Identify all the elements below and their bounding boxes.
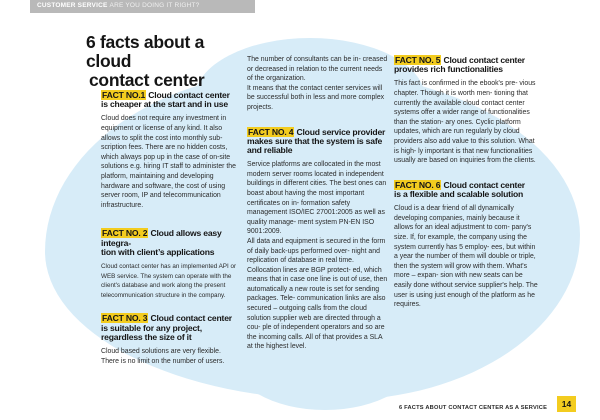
header-section: CUSTOMER SERVICE: [37, 2, 108, 9]
page-number: 14: [557, 396, 576, 412]
fact-heading-first: Cloud allows easy integra-: [101, 228, 222, 248]
fact-heading-rest: is a flexible and scalable solution: [394, 188, 524, 199]
intro-paragraph: It means that the contact center services will be successful both in less and more complex projects.: [247, 84, 385, 111]
fact-heading-rest: provides rich functionalities: [394, 64, 503, 75]
fact-heading: [394, 56, 538, 74]
fact-paragraph: Cloud does not require any investment in equipment or license of any kind. It also allows to split the cost into monthly sub- scription fees. There are no hidden costs, which always pop up in the case of on-site solutions e.g. hiring IT staff to administer the platform, maintaining and developing hardware and software, the cost of using server room, IP and telecommunication infrastructure.: [101, 115, 236, 209]
fact-heading: [247, 128, 389, 156]
fact-heading-first: Cloud contact center: [441, 55, 525, 65]
header-subtitle: ARE YOU DOING IT RIGHT?: [109, 2, 200, 9]
fact-heading-rest: makes sure that the system is safe and reliable: [247, 135, 383, 155]
fact-heading-first: Cloud contact center: [441, 179, 525, 190]
fact-tag: FACT NO. 6: [395, 179, 441, 190]
fact-heading: [101, 229, 239, 257]
column-3: [394, 56, 538, 310]
fact-paragraph: Service platforms are collocated in the most modern server rooms located in independent buildings in different cities. The best ones can boast about having the most important certificates on in- formation safety management ISO/IEC 27001:2005 as well as quality manage- ment system PN-EN ISO 9001:2009.: [247, 161, 387, 236]
header-section-label: [37, 2, 200, 9]
fact-6: [394, 181, 538, 310]
fact-2: [101, 229, 239, 300]
fact-paragraph: Cloud is a dear friend of all dynamically developing companies, mainly because it allows for an ideal adjustment to com- pany's size. If, for example, the company using the system currently has 5 employ- ees, but within a year the number of them will double or triple, then the system will grow with them. What's more – expan- sion with new seats can be easily done without service supplier's help. The user is using just enough of the platform as he requires.: [394, 205, 538, 309]
footer-text: 6 FACTS ABOUT CONTACT CENTER AS A SERVICE: [399, 405, 548, 411]
fact-heading-rest: is suitable for any project, regardless the size of it: [101, 322, 202, 342]
column-1: [101, 91, 239, 366]
fact-heading: [101, 314, 239, 342]
fact-paragraph: Cloud based solutions are very flexible. There is no limit on the number of users.: [101, 347, 225, 365]
fact-tag: FACT NO. 5: [395, 55, 441, 65]
page-title: [86, 33, 246, 90]
fact-heading-first: Cloud contact center: [148, 313, 232, 324]
fact-heading: [101, 91, 239, 109]
fact-1: [101, 91, 239, 210]
fact-paragraph: Cloud contact center has an implemented API or WEB service. The system can operate with the client's database and work along the present telecommunication structure in the company.: [101, 262, 237, 299]
fact-paragraph: This fact is confirmed in the ebook's pre- vious chapter. Though it is worth men- tioning that currently the available cloud contact center systems offer a wider range of functionalities than the station- ary ones. Cyclic platform updates, which are run regularly by cloud providers also add value to this solution. What is high- ly important is that new functionalities usually are based on inquiries from the clients.: [394, 80, 536, 165]
column-2: [247, 55, 389, 352]
fact-tag: FACT NO. 3: [102, 313, 148, 324]
fact-tag: FACT NO.1: [102, 90, 146, 100]
fact-5: [394, 56, 538, 166]
fact-tag: FACT NO. 4: [248, 126, 294, 137]
fact-heading: [394, 181, 538, 199]
fact-tag: FACT NO. 2: [102, 228, 148, 239]
fact-paragraph: All data and equipment is secured in the form of daily back-ups performed over- night and replication of database in real time. Collocation lines are BGP protect- ed, which means that in case one line is out of use, then automatically a new route is set for sending packages. Tele- communication links are also secured – outgoing calls from the cloud solution supplier web are directed through a cou- ple of independent operators and so are the incoming calls. All of that provides a SLA at the highest level.: [247, 237, 388, 351]
page-title-line2: contact center: [89, 70, 205, 90]
fact-heading-first: Cloud service provider: [294, 126, 386, 137]
fact-heading-rest: tion with client’s applications: [101, 246, 215, 257]
fact-3: [101, 314, 239, 366]
header-tab: [30, 0, 255, 13]
fact-4: [247, 128, 389, 352]
page-title-line1: 6 facts about a cloud: [86, 32, 205, 71]
fact-heading-rest: is cheaper at the start and in use: [101, 99, 228, 110]
intro-paragraph: The number of consultants can be in- creased or decreased in relation to the current needs of the organization.: [247, 56, 388, 83]
fact-heading-first: Cloud contact center: [146, 90, 230, 100]
